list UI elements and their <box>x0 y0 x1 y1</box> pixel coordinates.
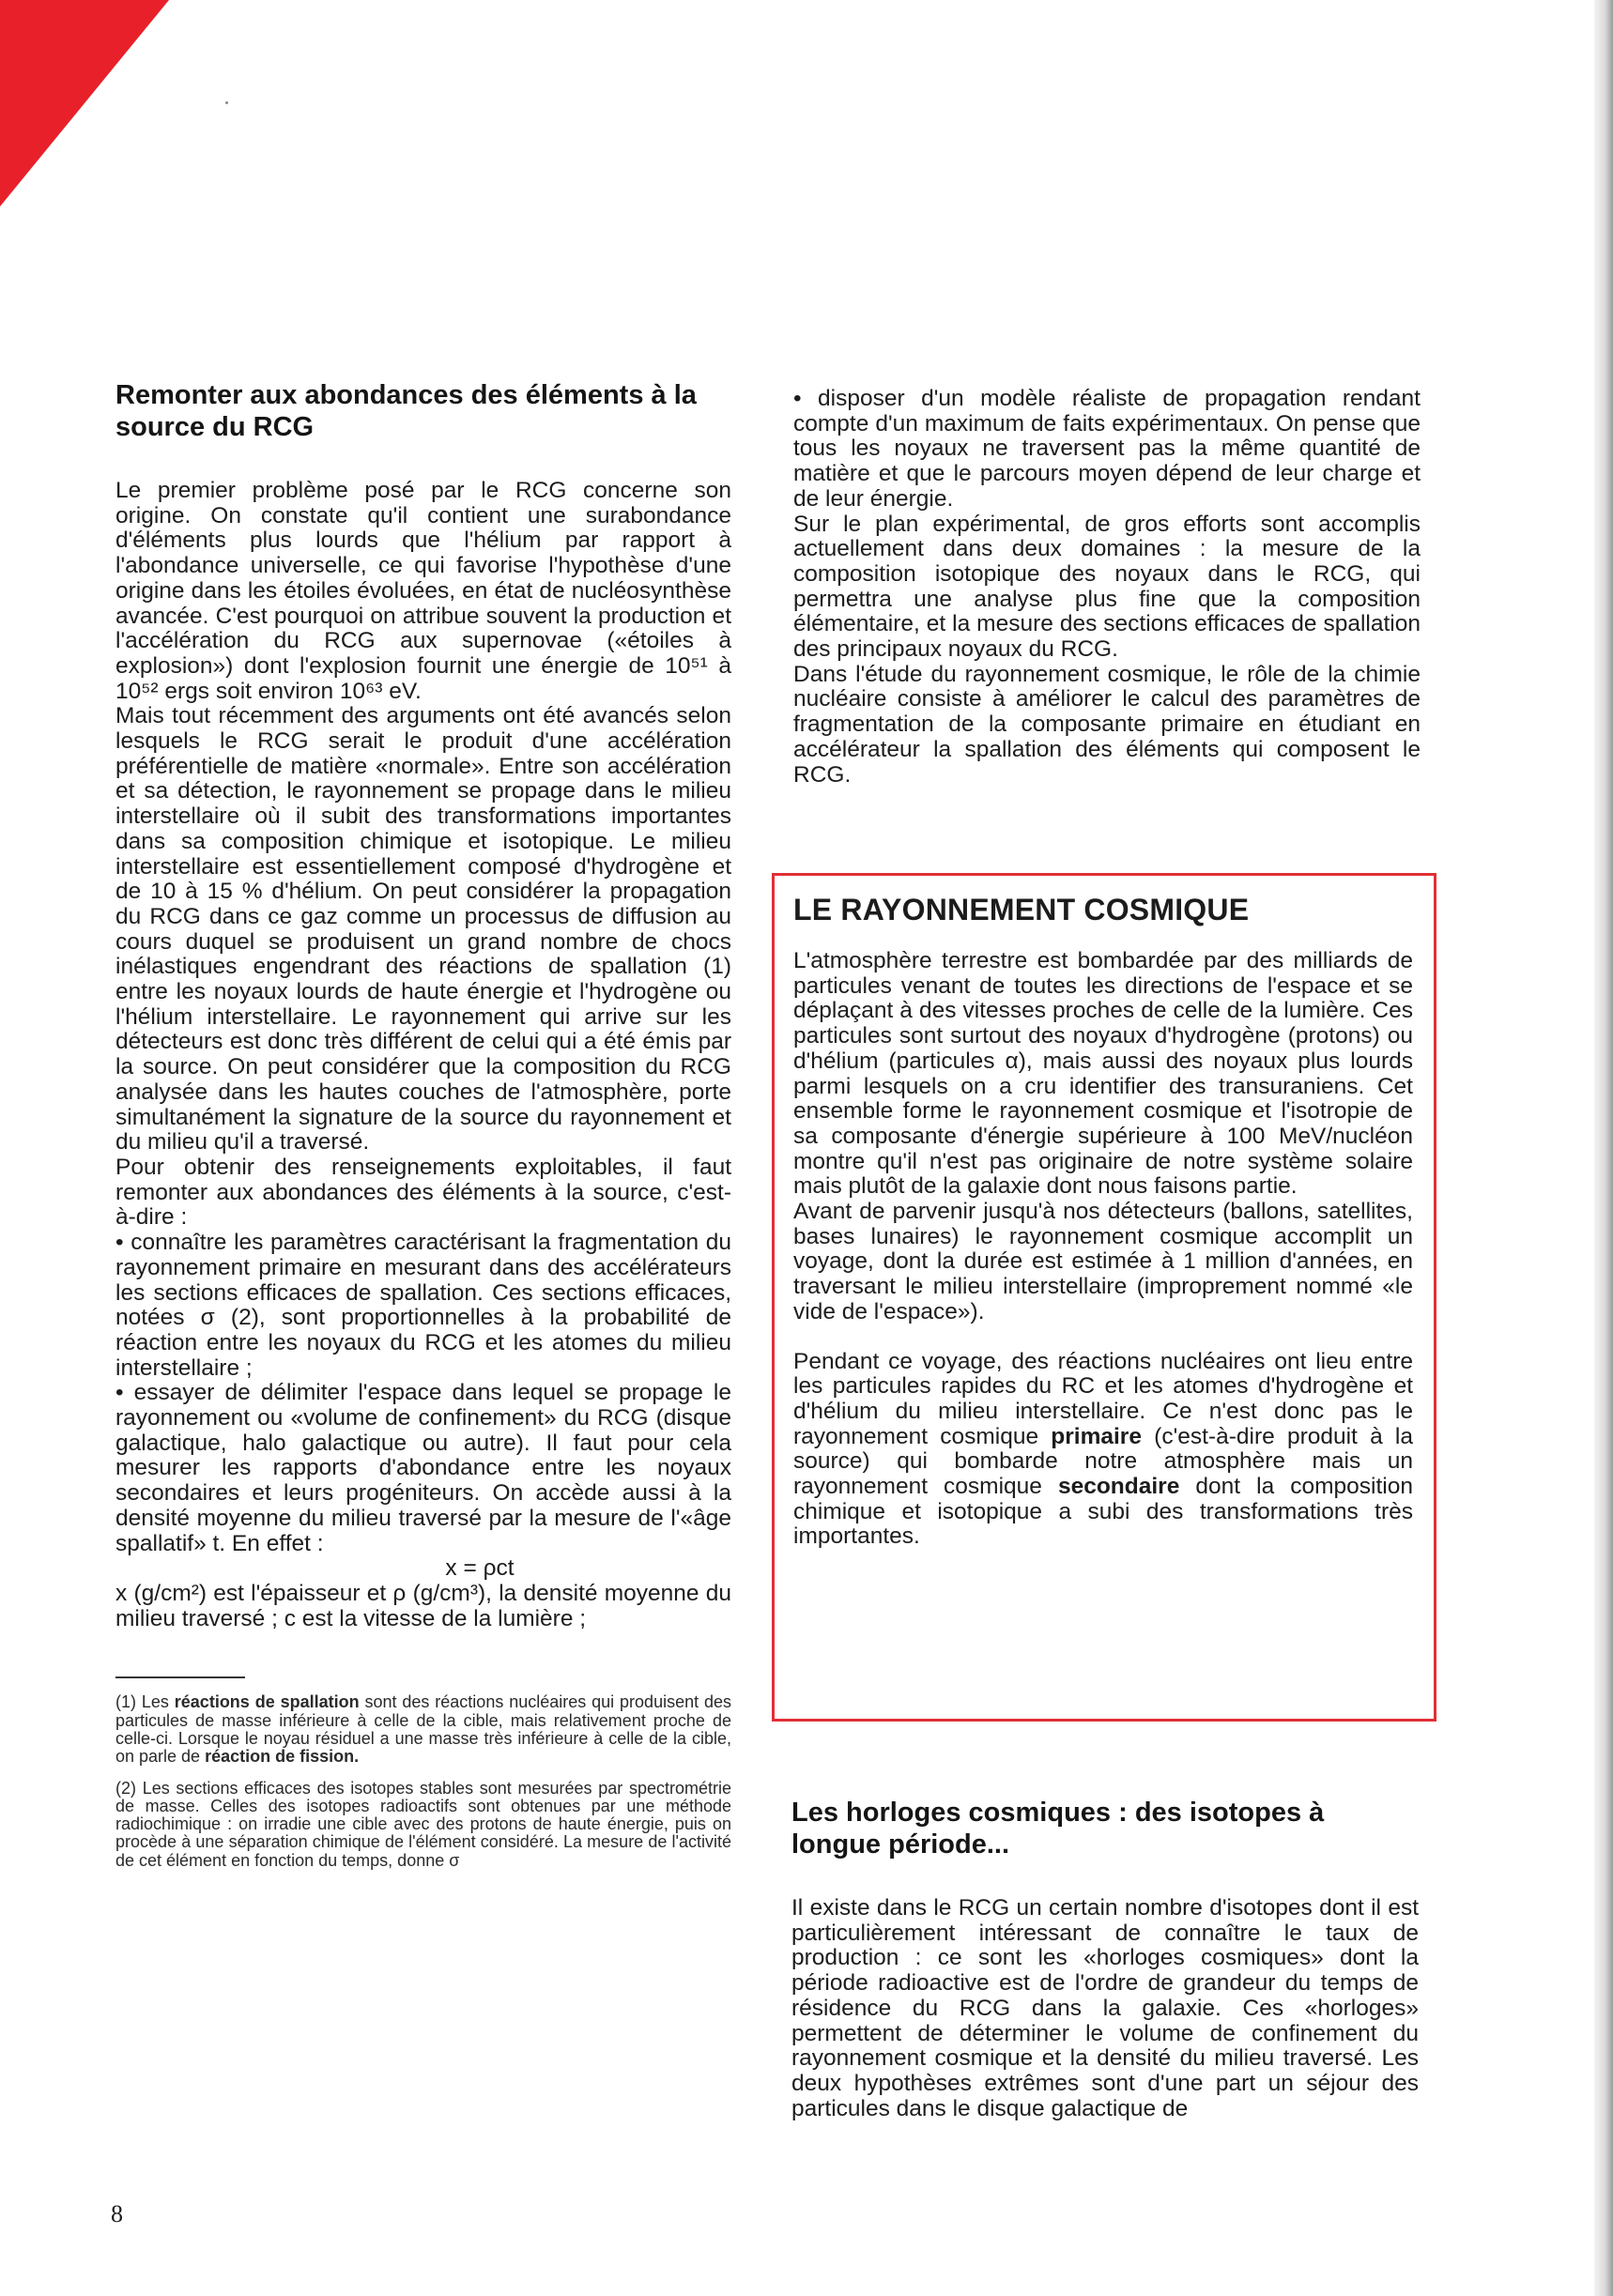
bullet-propagation-model: • disposer d'un modèle réaliste de propagation rendant compte d'un maximum de faits expérimentaux. On pense que tous les noyaux ne traversent pas la même quantité de matière et que le parcours moyen dépend de leur charge et de leur énergie. <box>793 387 1421 513</box>
callout-text-a: Pendant ce voyage, des réactions nucléaires ont lieu entre les particules rapides du RC et les atomes d'hydrogène et d'hélium du milieu interstellaire. Ce n'est donc pas le rayonnement cosmique <box>793 1348 1413 1449</box>
callout-text-b: (c'est-à-dire produit à la source) qui bombarde notre atmosphère mais un rayonnement cosmique <box>793 1423 1413 1500</box>
footnote-1 <box>115 1693 731 1766</box>
paragraph-cosmic-clocks: Il existe dans le RCG un certain nombre d'isotopes dont il est particulièrement intéressant de connaître le taux de production : ce sont les «horloges cosmiques» dont la période radioactive est de l'ordre de grandeur du temps de résidence du RCG dans la galaxie. Ces «horloges» permettent de déterminer le volume de confinement du rayonnement cosmique et la densité du milieu traversé. Les deux hypothèses extrêmes sont d'une part un séjour des particules dans le disque galactique de <box>791 1895 1419 2121</box>
footnote-1-term: réactions de spallation <box>174 1692 360 1712</box>
callout-term-primaire: primaire <box>1051 1423 1142 1449</box>
right-column-top <box>793 387 1421 788</box>
paragraph-origin: Le premier problème posé par le RCG concerne son origine. On constate qu'il contient une surabondance d'éléments plus lourds que l'hélium par rapport à l'abondance universelle, ce qui favorise l'hypothèse d'une origine dans les étoiles évoluées, en état de nucléosynthèse avancée. C'est pourquoi on attribue souvent la production et l'accélération du RCG aux supernovae («étoiles à explosion») dont l'explosion fournit une énergie de 10⁵¹ à 10⁵² ergs soit environ 10⁶³ eV. <box>115 478 731 704</box>
right-column-lower <box>791 1797 1419 2121</box>
callout-gap <box>793 1325 1413 1350</box>
footnote-1-term-fission: réaction de fission. <box>205 1747 360 1767</box>
page-number: 8 <box>111 2200 123 2227</box>
paragraph-formula-legend: x (g/cm²) est l'épaisseur et ρ (g/cm³), la densité moyenne du milieu traversé ; c est la vitesse de la lumière ; <box>115 1580 731 1631</box>
red-corner-triangle <box>0 0 169 207</box>
callout-term-secondaire: secondaire <box>1057 1474 1180 1500</box>
bullet-confinement: • essayer de délimiter l'espace dans lequel se propage le rayonnement ou «volume de confinement» du RCG (disque galactique, halo galactique ou autre). Il faut pour cela mesurer les rapports d'abondance entre les noyaux secondaires et leurs progéniteurs. On accède aussi à la densité moyenne du milieu traversé par la mesure de l'«âge spallatif» t. En effet : <box>115 1381 731 1556</box>
section-heading-clocks: Les horloges cosmiques : des isotopes à longue période... <box>791 1798 1325 1860</box>
callout-text-c: dont la composition chimique et isotopique a subi des transformations très importantes. <box>793 1474 1413 1550</box>
callout-box <box>772 873 1436 1722</box>
callout-paragraph-voyage: Avant de parvenir jusqu'à nos détecteurs (ballons, satellites, bases lunaires) le rayonnement cosmique accomplit un voyage, dont la durée est estimée à 1 million d'années, en traversant le milieu interstellaire (improprement nommé «le vide de l'espace»). <box>793 1199 1413 1324</box>
left-column <box>115 379 731 1883</box>
page-edge <box>1594 0 1613 2296</box>
paragraph-experimental: Sur le plan expérimental, de gros efforts sont accomplis actuellement dans deux domaines : la mesure de la composition isotopique des noyaux dans le RCG, qui permettra une analyse plus fine que la composition élémentaire, et la mesure des sections efficaces de spallation des principaux noyaux du RCG. <box>793 511 1421 663</box>
footnote-divider <box>115 1676 245 1678</box>
footnote-1-text: sont des réactions nucléaires qui produisent des particules de masse inférieure à celle de la cible, mais relativement proche de celle-ci. Lorsque le noyau résiduel a une masse très inférieure à celle de la cible, on parle de <box>115 1692 731 1767</box>
callout-paragraph-reactions <box>793 1350 1413 1551</box>
footnote-2: (2) Les sections efficaces des isotopes stables sont mesurées par spectrométrie de masse. Celles des isotopes radioactifs sont obtenues par une méthode radiochimique : on irradie une cible avec des protons de haute énergie, puis on procède à une séparation chimique de l'élément considéré. La mesure de l'activité de cet élément en fonction du temps, donne σ <box>115 1778 731 1870</box>
footnote-1-prefix: (1) Les <box>115 1692 175 1712</box>
paragraph-nuclear-chemistry: Dans l'étude du rayonnement cosmique, le rôle de la chimie nucléaire consiste à améliorer le calcul des paramètres de fragmentation de la composante primaire en étudiant en accélérateur la spallation des éléments qui composent le RCG. <box>793 661 1421 788</box>
paragraph-propagation: Mais tout récemment des arguments ont été avancés selon lesquels le RCG serait le produit d'une accélération préférentielle de matière «normale». Entre son accélération et sa détection, le rayonnement se propage dans le milieu interstellaire où il subit des transformations importantes dans sa composition chimique et isotopique. Le milieu interstellaire est essentiellement composé d'hydrogène et de 10 à 15 % d'hélium. On peut considérer la propagation du RCG dans ce gaz comme un processus de diffusion au cours duquel se produisent un grand nombre de chocs inélastiques engendrant des réactions de spallation (1) entre les noyaux lourds de haute énergie et l'hydrogène ou l'hélium interstellaire. Le rayonnement qui arrive sur les détecteurs est donc très différent de celui qui a été émis par la source. On peut considérer que la composition du RCG analysée dans les hautes couches de l'atmosphère, porte simultanément la signature de la source du rayonnement et du milieu qu'il a traversé. <box>115 703 731 1156</box>
formula: x = ρct <box>445 1555 515 1582</box>
speck <box>225 101 228 104</box>
section-heading-sources: Remonter aux abondances des éléments à la source du RCG <box>115 380 697 442</box>
bullet-fragmentation: • connaître les paramètres caractérisant la fragmentation du rayonnement primaire en mesurant dans des accélérateurs les sections efficaces de spallation. Ces sections efficaces, notées σ (2), sont proportionnelles à la probabilité de réaction entre les noyaux du RCG et les atomes du milieu interstellaire ; <box>115 1231 731 1381</box>
paragraph-requirements: Pour obtenir des renseignements exploitables, il faut remonter aux abondances des éléments à la source, c'est-à-dire : <box>115 1154 731 1231</box>
callout-title: LE RAYONNEMENT COSMIQUE <box>793 893 1250 926</box>
callout-paragraph-atmosphere: L'atmosphère terrestre est bombardée par des milliards de particules venant de toutes les directions de l'espace et se déplaçant à des vitesses proches de celle de la lumière. Ces particules sont surtout des noyaux d'hydrogène (protons) ou d'hélium (particules α), mais aussi des noyaux plus lourds parmi lesquels on a cru identifier des transuraniens. Cet ensemble forme le rayonnement cosmique et l'isotropie de sa composante d'énergie supérieure à 100 MeV/nucléon montre qu'il n'est pas originaire de notre système solaire mais plutôt de la galaxie dont nous faisons partie. <box>793 948 1413 1200</box>
